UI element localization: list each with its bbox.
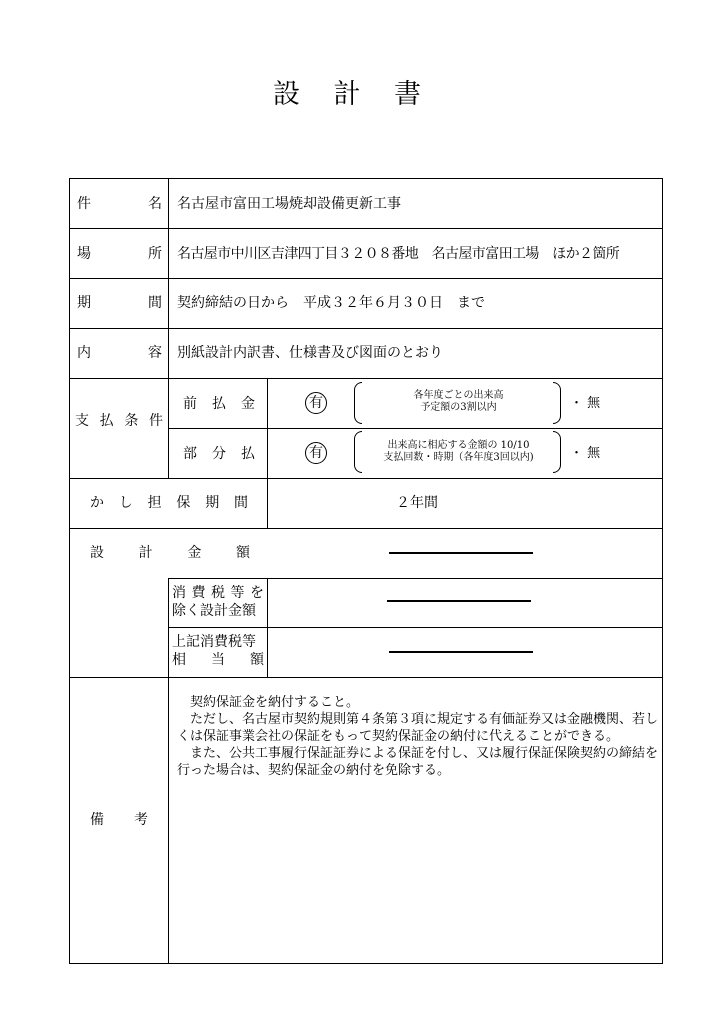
label-remarks	[90, 812, 148, 828]
label-partial-payment	[183, 446, 255, 462]
partial-no-option: ・ 無	[570, 446, 601, 461]
label-char: 備	[90, 812, 104, 828]
partial-note-line1: 出来高に相応する金額の 10/10	[387, 440, 530, 451]
value-content: 別紙設計内訳書、仕様書及び図面のとおり	[177, 345, 443, 361]
label-char: 考	[134, 812, 148, 828]
value-period: 契約締結の日から 平成３２年６月３０日 まで	[177, 295, 485, 311]
label-char: 所	[148, 246, 162, 262]
value-name: 名古屋市富田工場焼却設備更新工事	[177, 196, 401, 212]
label-char: 相	[172, 652, 186, 668]
label-char: 支	[75, 413, 89, 429]
label-char: 担	[147, 495, 162, 511]
label-char: 条	[124, 413, 139, 429]
label-char: を	[250, 585, 264, 601]
bracket-left-icon	[354, 431, 362, 473]
label-char: 間	[148, 295, 162, 311]
label-period	[77, 295, 162, 311]
label-name	[77, 196, 162, 212]
bracket-left-icon	[354, 382, 362, 424]
excl-tax-blank-line	[387, 600, 531, 602]
label-char: し	[118, 495, 133, 511]
label-char: 件	[77, 196, 91, 212]
label-char: 内	[77, 345, 91, 361]
label-content	[77, 345, 162, 361]
advance-no-option: ・ 無	[570, 396, 601, 411]
label-char: 消	[172, 585, 186, 601]
remarks-paragraph: 契約保証金を納付すること。	[190, 695, 360, 710]
label-char: 前	[183, 396, 197, 412]
label-char: 金	[241, 396, 255, 412]
remarks-paragraph: また、公共工事履行保証証券による保証を付し、又は履行保証保険契約の締結を行った場合は、契約保証金の納付を免除する。	[177, 746, 659, 778]
label-char: か	[90, 495, 104, 511]
label-line1: 上記消費税等	[172, 634, 256, 650]
design-amount-blank-line	[389, 552, 533, 554]
label-line2: 除く設計金額	[172, 603, 256, 619]
label-line2	[172, 652, 264, 668]
label-char: 費	[191, 585, 206, 601]
label-char: 当	[211, 652, 225, 668]
partial-yes-circled: 有	[305, 442, 327, 464]
label-char: 期	[205, 495, 220, 511]
label-char: 税	[211, 585, 225, 601]
label-place	[77, 246, 162, 262]
label-char: 期	[77, 295, 91, 311]
partial-note-line2: 支払回数・時期（各年度3回以内)	[383, 452, 534, 463]
label-char: 払	[99, 413, 114, 429]
label-char: 払	[212, 396, 226, 412]
label-char: 金	[187, 545, 202, 561]
value-place: 名古屋市中川区吉津四丁目３２０８番地 名古屋市富田工場 ほか２箇所	[177, 246, 620, 262]
label-char: 保	[176, 495, 191, 511]
label-char: 設	[90, 545, 104, 561]
label-payment-conditions	[75, 413, 163, 429]
title-char: 計	[333, 79, 363, 110]
title-char: 書	[394, 79, 423, 110]
label-tax-amount	[172, 634, 264, 668]
remarks-text	[177, 694, 661, 779]
label-char: 件	[148, 413, 163, 429]
document-title	[273, 80, 423, 110]
label-char: 分	[212, 446, 226, 462]
label-char: 部	[183, 446, 197, 462]
label-char: 間	[233, 495, 248, 511]
label-char: 額	[250, 652, 264, 668]
value-warranty-period: ２年間	[396, 495, 438, 511]
label-char: 容	[148, 345, 162, 361]
label-char: 名	[148, 196, 162, 212]
remarks-paragraph: ただし、名古屋市契約規則第４条第３項に規定する有価証券又は金融機関、若しくは保証事業会社の保証をもって契約保証金の納付に代えることができる。	[177, 712, 659, 744]
label-design-amount	[90, 545, 250, 561]
label-char: 払	[241, 446, 255, 462]
partial-note	[366, 440, 551, 464]
label-char: 計	[138, 545, 153, 561]
advance-note-line2: 予定額の3割以内	[420, 402, 497, 413]
label-char: 場	[77, 246, 91, 262]
label-advance-payment	[183, 396, 255, 412]
tax-blank-line	[389, 651, 533, 653]
advance-yes-circled: 有	[305, 392, 327, 414]
title-char: 設	[273, 79, 302, 110]
bracket-right-icon	[553, 431, 561, 473]
label-warranty-period	[90, 495, 248, 511]
advance-note	[366, 390, 551, 414]
label-char: 額	[235, 545, 250, 561]
advance-note-line1: 各年度ごとの出来高	[413, 390, 504, 401]
label-amount-excluding-tax	[172, 585, 264, 619]
bracket-right-icon	[553, 382, 561, 424]
label-line1	[172, 585, 264, 601]
label-char: 等	[230, 585, 245, 601]
